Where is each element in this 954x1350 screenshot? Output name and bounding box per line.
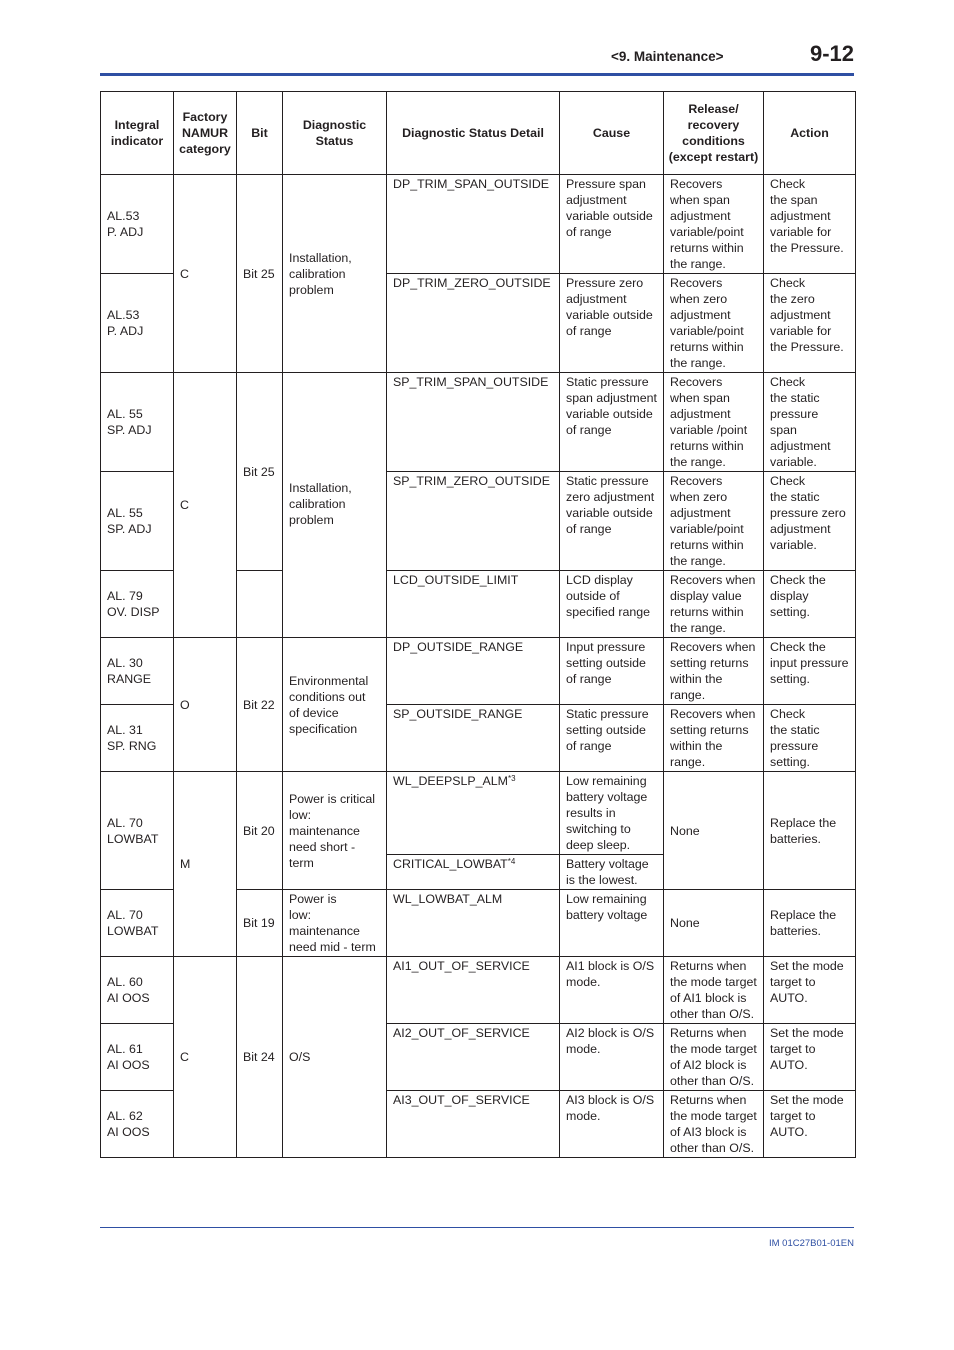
detail-text: WL_DEEPSLP_ALM	[393, 774, 509, 788]
cause-cell: AI3 block is O/S mode.	[560, 1091, 664, 1158]
cause-cell: Pressure span adjustment variable outside of range	[560, 175, 664, 274]
indicator-cell: AL. 31 SP. RNG	[101, 705, 174, 772]
col-header: Bit	[237, 92, 283, 175]
bit-cell: Bit 19	[237, 890, 283, 957]
col-header: Action	[764, 92, 856, 175]
detail-cell: AI3_OUT_OF_SERVICE	[387, 1091, 560, 1158]
action-cell: Check the zero adjustment variable for the Pressure.	[764, 274, 856, 373]
release-cell: Recovers when setting returns within the range.	[664, 705, 764, 772]
release-cell: Recovers when setting returns within the range.	[664, 638, 764, 705]
detail-cell: DP_TRIM_ZERO_OUTSIDE	[387, 274, 560, 373]
cause-cell: Input pressure setting outside of range	[560, 638, 664, 705]
category-cell: M	[174, 772, 237, 957]
detail-cell	[387, 772, 560, 855]
col-header: Factory NAMUR category	[174, 92, 237, 175]
action-cell: Set the mode target to AUTO.	[764, 1091, 856, 1158]
detail-cell: SP_TRIM_ZERO_OUTSIDE	[387, 472, 560, 571]
action-cell: Check the display setting.	[764, 571, 856, 638]
indicator-cell: AL. 70 LOWBAT	[101, 890, 174, 957]
status-cell: Environmental conditions out of device specification	[283, 638, 387, 772]
status-cell: Power is critical low: maintenance need short - term	[283, 772, 387, 890]
detail-cell: DP_OUTSIDE_RANGE	[387, 638, 560, 705]
indicator-cell: AL. 70 LOWBAT	[101, 772, 174, 890]
table-row	[101, 175, 856, 274]
status-cell: Power is low: maintenance need mid - term	[283, 890, 387, 957]
detail-cell: SP_TRIM_SPAN_OUTSIDE	[387, 373, 560, 472]
detail-text: CRITICAL_LOWBAT	[393, 857, 508, 871]
footnote-ref: *4	[507, 857, 516, 866]
category-cell: C	[174, 957, 237, 1158]
release-cell: Recovers when display value returns within the range.	[664, 571, 764, 638]
col-header: Cause	[560, 92, 664, 175]
cause-cell: Battery voltage is the lowest.	[560, 855, 664, 890]
indicator-cell: AL.53 P. ADJ	[101, 175, 174, 274]
col-header: Integral indicator	[101, 92, 174, 175]
indicator-cell: AL. 61 AI OOS	[101, 1024, 174, 1091]
footnote-ref: *3	[508, 774, 516, 783]
action-cell: Check the static pressure setting.	[764, 705, 856, 772]
release-cell: None	[664, 772, 764, 890]
bit-cell: Bit 22	[237, 638, 283, 772]
indicator-cell: AL. 55 SP. ADJ	[101, 373, 174, 472]
detail-cell: AI1_OUT_OF_SERVICE	[387, 957, 560, 1024]
cause-cell: AI2 block is O/S mode.	[560, 1024, 664, 1091]
status-cell: Installation, calibration problem	[283, 373, 387, 638]
action-cell: Check the span adjustment variable for the Pressure.	[764, 175, 856, 274]
cause-cell: Low remaining battery voltage results in switching to deep sleep.	[560, 772, 664, 855]
release-cell: Returns when the mode target of AI3 block is other than O/S.	[664, 1091, 764, 1158]
table-row	[101, 373, 856, 472]
diagnostic-table	[100, 91, 856, 1158]
cause-cell: AI1 block is O/S mode.	[560, 957, 664, 1024]
bit-cell: Bit 25	[237, 373, 283, 571]
indicator-cell: AL.53 P. ADJ	[101, 274, 174, 373]
action-cell: Replace the batteries.	[764, 772, 856, 890]
indicator-cell: AL. 79 OV. DISP	[101, 571, 174, 638]
detail-cell	[387, 855, 560, 890]
status-cell: O/S	[283, 957, 387, 1158]
release-cell: Returns when the mode target of AI1 block is other than O/S.	[664, 957, 764, 1024]
table-row	[101, 772, 856, 855]
indicator-cell: AL. 60 AI OOS	[101, 957, 174, 1024]
detail-cell: WL_LOWBAT_ALM	[387, 890, 560, 957]
detail-cell: AI2_OUT_OF_SERVICE	[387, 1024, 560, 1091]
cause-cell: Low remaining battery voltage	[560, 890, 664, 957]
cause-cell: Static pressure setting outside of range	[560, 705, 664, 772]
col-header: Release/ recovery conditions (except restart)	[664, 92, 764, 175]
page-number: 9-12	[809, 41, 854, 66]
col-header: Diagnostic Status	[283, 92, 387, 175]
bit-cell: Bit 25	[237, 175, 283, 373]
document-code: IM 01C27B01-01EN	[768, 1238, 854, 1249]
action-cell: Set the mode target to AUTO.	[764, 1024, 856, 1091]
table-row	[101, 638, 856, 705]
category-cell: C	[174, 175, 237, 373]
release-cell: Recovers when zero adjustment variable/point returns within the range.	[664, 274, 764, 373]
header-row	[101, 92, 856, 175]
indicator-cell: AL. 30 RANGE	[101, 638, 174, 705]
indicator-cell: AL. 62 AI OOS	[101, 1091, 174, 1158]
release-cell: None	[664, 890, 764, 957]
release-cell: Returns when the mode target of AI2 block is other than O/S.	[664, 1024, 764, 1091]
bit-cell-empty	[237, 571, 283, 638]
detail-cell: DP_TRIM_SPAN_OUTSIDE	[387, 175, 560, 274]
header-rule	[100, 73, 854, 76]
release-cell: Recovers when zero adjustment variable/point returns within the range.	[664, 472, 764, 571]
col-header: Diagnostic Status Detail	[387, 92, 560, 175]
action-cell: Check the static pressure span adjustment variable.	[764, 373, 856, 472]
bit-cell: Bit 24	[237, 957, 283, 1158]
action-cell: Check the input pressure setting.	[764, 638, 856, 705]
cause-cell: Static pressure span adjustment variable outside of range	[560, 373, 664, 472]
action-cell: Set the mode target to AUTO.	[764, 957, 856, 1024]
status-cell: Installation, calibration problem	[283, 175, 387, 373]
release-cell: Recovers when span adjustment variable /point returns within the range.	[664, 373, 764, 472]
cause-cell: Pressure zero adjustment variable outside of range	[560, 274, 664, 373]
section-title: <9. Maintenance>	[611, 49, 724, 64]
cause-cell: Static pressure zero adjustment variable outside of range	[560, 472, 664, 571]
cause-cell: LCD display outside of specified range	[560, 571, 664, 638]
release-cell: Recovers when span adjustment variable/point returns within the range.	[664, 175, 764, 274]
footer-rule	[100, 1227, 854, 1228]
table-row	[101, 957, 856, 1024]
bit-cell: Bit 20	[237, 772, 283, 890]
category-cell: O	[174, 638, 237, 772]
action-cell: Replace the batteries.	[764, 890, 856, 957]
indicator-cell: AL. 55 SP. ADJ	[101, 472, 174, 571]
detail-cell: LCD_OUTSIDE_LIMIT	[387, 571, 560, 638]
category-cell: C	[174, 373, 237, 638]
action-cell: Check the static pressure zero adjustment variable.	[764, 472, 856, 571]
detail-cell: SP_OUTSIDE_RANGE	[387, 705, 560, 772]
